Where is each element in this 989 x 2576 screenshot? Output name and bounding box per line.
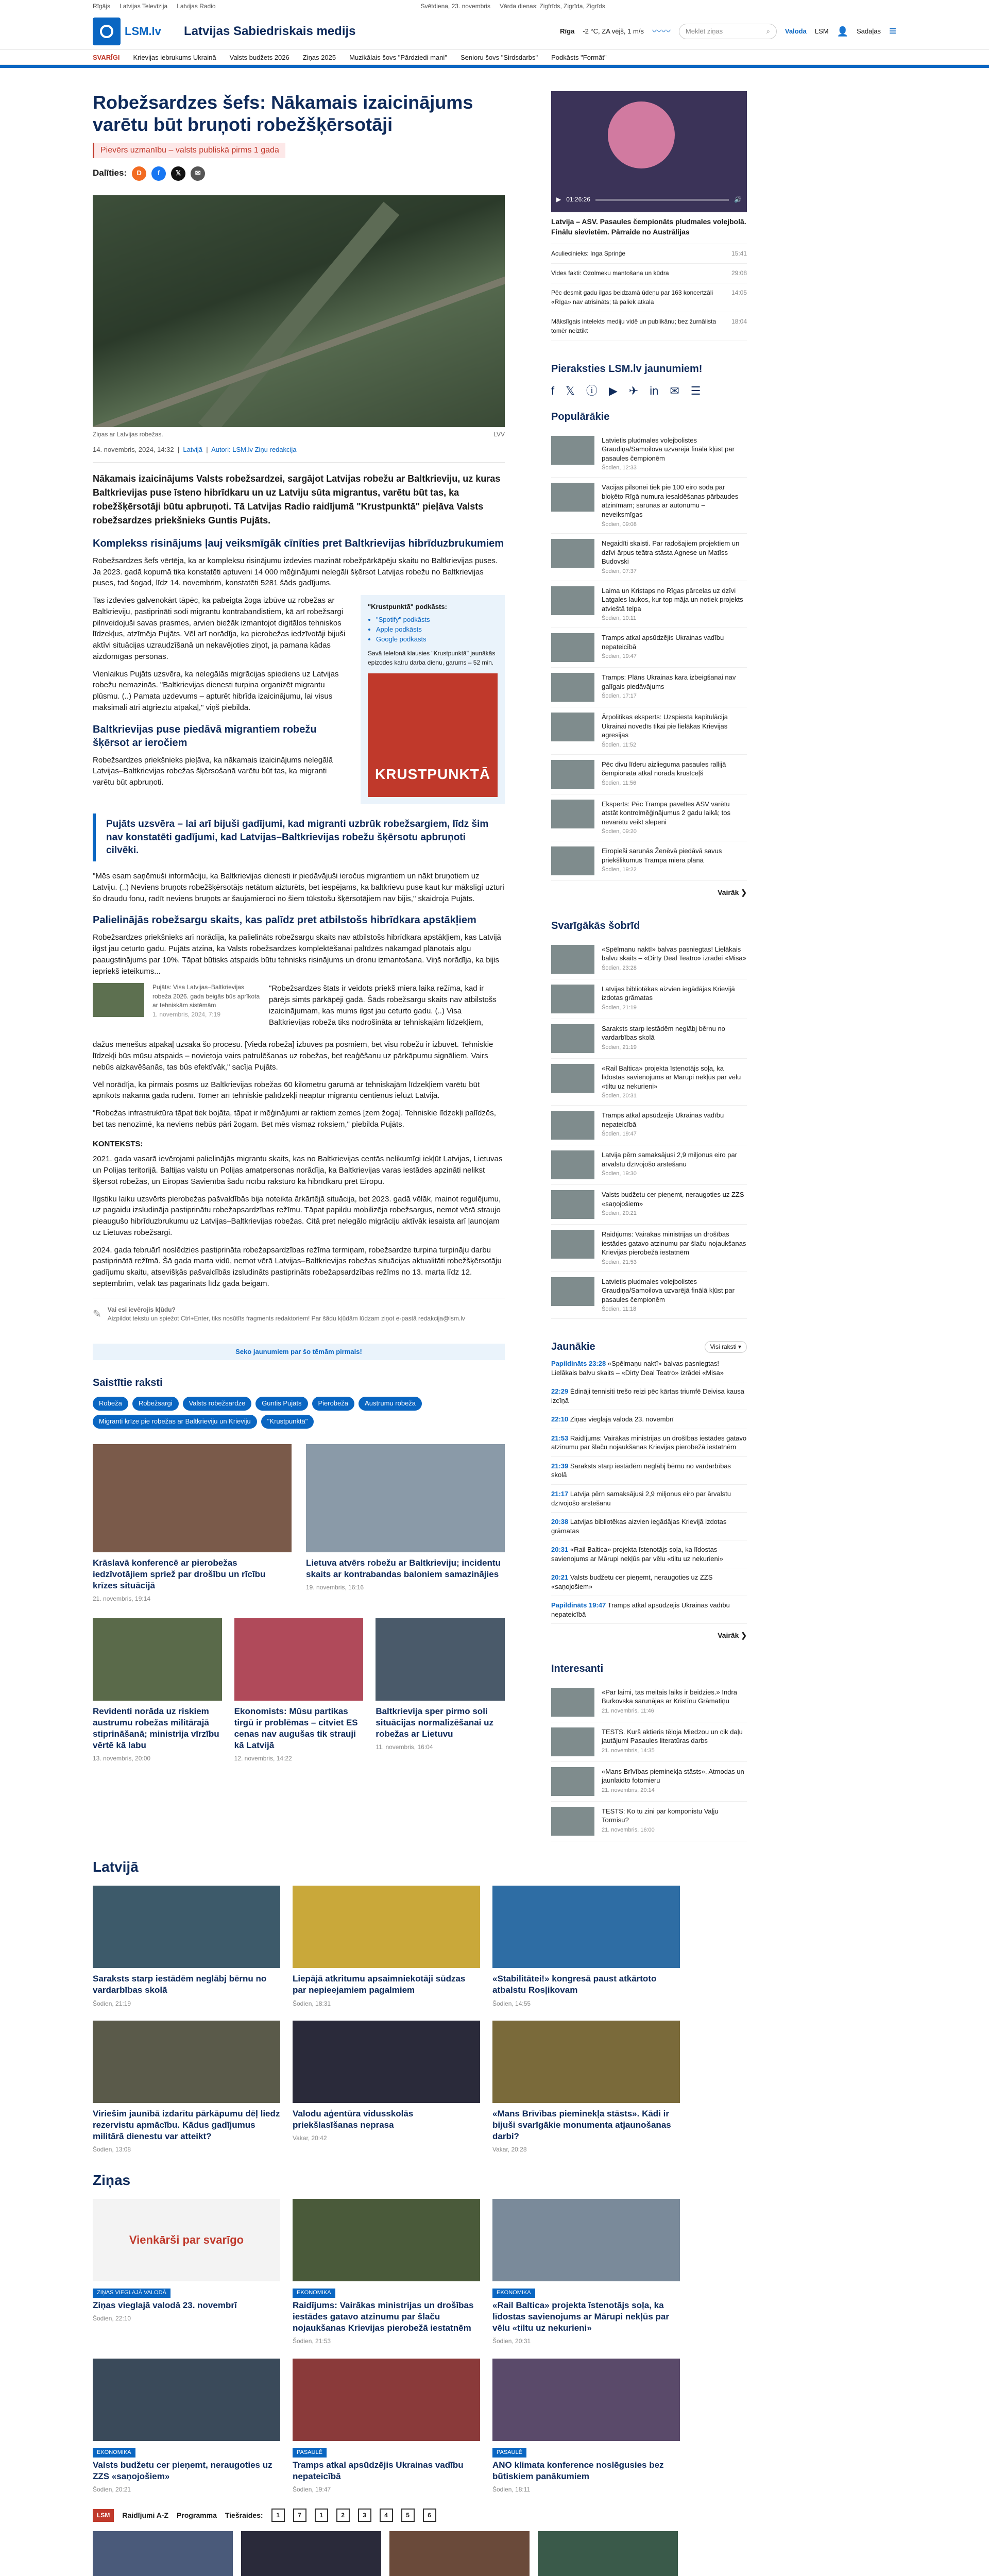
zinas-section xyxy=(82,2170,680,2495)
show-card[interactable] xyxy=(241,2531,381,2576)
paragraph: Vienlaikus Pujāts uzsvēra, ka nelegālās migrācijas spiediens uz Latvijas robežu nemazinās. "Baltkrievijas dienesti turpina organizēt migrantu plūsmu. (..) Pamata uzdevums – apturēt hibrīda izaicinājumu, lai visus maksimāli ātri atgrieztu atpakaļ," viņš piebilda. xyxy=(93,669,339,712)
news-card[interactable]: Saraksts starp iestādēm neglābj bērnu no vardarbības skolā Šodien, 21:19 xyxy=(93,1886,280,2008)
author-link[interactable]: Autori: LSM.lv Ziņu redakcija xyxy=(211,445,297,453)
programs-bar: LSM Raidījumi A-Z Programma Tiešraides: 1 7 1 2 3 4 5 6 xyxy=(82,2509,907,2576)
paragraph: Vēl norādīja, ka pirmais posms uz Baltkrievijas robežas 60 kilometru garumā ar tehniskajām līdzekļiem varētu būt aprīkots nākamā gada rudenī. Tomēr arī tehniskie palīdzekļi neaptur migrantu centienus ielūzt Latvijā. xyxy=(93,1080,480,1100)
paragraph: Robežsardzes šefs vērtēja, ka ar kompleksu risinājumu izdevies mazināt robežpārkāpēju skaitu no Baltkrievijas puses. Ja 2023. gadā kopumā tika konstatēti aptuveni 14 000 mēģinājumi nelegāli šķērsot Latvijas robežu no Baltkrievijas puses, tad šogad, līdz 14. novembrim, konstatēti 5281 šāds gadījums. xyxy=(93,556,498,588)
list-item[interactable]: 20:38 Latvijas bibliotēkas aizvien iegādājas Krievijā izdotas grāmatas xyxy=(551,1513,747,1540)
lang-switch[interactable]: LSM xyxy=(814,27,829,35)
tag[interactable]: Austrumu robeža xyxy=(359,1397,422,1411)
popular-list xyxy=(551,431,747,881)
follow-topics-button[interactable]: Seko jaunumiem par šo tēmām pirmais! xyxy=(93,1344,505,1360)
article-lead: Nākamais izaicinājums Valsts robežsardzei, sargājot Latvijas robežu ar Baltkrieviju, uz kuras Baltkrievijas puse īsteno hibrīdkaru un uz Latviju sūta migrantus, varētu būt tas, ka robežšķērsotāji būtu apbruņoti. Tā Latvijas Radio raidījumā "Krustpunktā" pieļāva Valsts robežsardzes priekšnieks Guntis Pujāts. xyxy=(93,473,501,526)
news-card[interactable]: «Stabilitātei!» kongresā paust atkārtoto atbalstu Rosļikovam Šodien, 14:55 xyxy=(492,1886,680,2008)
sections-link[interactable]: Sadaļas xyxy=(857,27,881,35)
telegram-icon[interactable]: ✈ xyxy=(628,384,639,397)
tag[interactable]: Guntis Pujāts xyxy=(255,1397,308,1411)
section-title[interactable]: Latvijā xyxy=(93,1858,139,1875)
linkedin-icon[interactable]: in xyxy=(650,384,659,397)
programs-az-link[interactable]: Raidījumi A-Z xyxy=(122,2511,169,2520)
list-item[interactable]: TESTS: Ko tu zini par komponistu Vaļju Tormisu? 21. novembris, 16:00 xyxy=(551,1802,747,1841)
list-item[interactable]: 22:29 Ēdināji tennisiti trešo reizi pēc kārtas triumfē Deivisa kausa izcīņā xyxy=(551,1382,747,1410)
article-meta: 14. novembris, 2024, 14:32 | Latvijā | Autori: LSM.lv Ziņu redakcija xyxy=(93,445,505,463)
audio-wave-icon[interactable]: 〰〰 xyxy=(652,26,671,37)
list-item[interactable]: «Spēlmanu naktī» balvas pasniegtas! Lielākais balvu skaits – «Dirty Deal Teatro» izrādei «Misa» Šodien, 23:28 xyxy=(551,940,747,979)
list-item[interactable]: 21:17 Latvija pērn samaksājusi 2,9 miljonus eiro par ārvalstu dzīvojošo ārstēšanu xyxy=(551,1485,747,1513)
pull-quote: Pujāts uzsvēra – lai arī bijuši gadījumi, kad migranti uzbrūk robežsargiem, līdz šim nav konstatēti gadījumi, kad Latvijas–Baltkrievijas robežu šķērsotu apbruņoti cilvēki. xyxy=(93,814,505,861)
show-card[interactable] xyxy=(389,2531,530,2576)
subheading: Palielinājās robežsargu skaits, kas palīdz pret atbilstošs hibrīdkara apstākļiem xyxy=(93,914,476,926)
list-item[interactable]: TESTS. Kurš aktieris tēloja Miedzou un cik daļu jautājumi Pasaules literatūras darbs 21. novembris, 14:35 xyxy=(551,1722,747,1762)
list-item[interactable]: Latvija pērn samaksājusi 2,9 miljonus eiro par ārvalstu dzīvojošo ārstēšanu Šodien, 19:30 xyxy=(551,1145,747,1185)
related-card[interactable]: Ekonomists: Mūsu partikas tirgū ir problēmas – citviet ES cenas nav augušas tik strauji kā Latvijā 12. novembris, 14:22 xyxy=(234,1618,364,1764)
inline-thumb xyxy=(93,983,144,1017)
video-item[interactable]: Mākslīgais intelekts mediju vidē un publikānu; bez žurnālista tomēr neiztikt 18:04 xyxy=(551,312,747,341)
more-link[interactable]: Vairāk ❯ xyxy=(718,888,747,897)
list-item[interactable]: Tramps atkal apsūdzējis Ukrainas vadību nepateicībā Šodien, 19:47 xyxy=(551,1106,747,1145)
lr1-live-icon[interactable]: 1 xyxy=(315,2509,328,2522)
context-paragraph: Ilgstiku laiku uzsvērts pierobežas pašvaldībās bija noteikta ārkārtējā situācija, bet 2023. gadā vēlāk, mainot regulējumu, uz pagaidu izsludināja pastiprinātu robežapsardzības režīmu. Tāpat papildu mobilizēja robežsargus, nemot vērā straujo pieaugušo hibrīduzbrukumu uz Latvijas–Baltkrievijas robežas. Citā pret nelegālo migrāciju aktīvāk iesaista arī ļaunojam uz Lietuvas robežsargi. xyxy=(93,1194,501,1237)
tag[interactable]: Migranti krīze pie robežas ar Baltkrieviju un Krieviju xyxy=(93,1415,257,1429)
lr5-live-icon[interactable]: 5 xyxy=(401,2509,415,2522)
site-logo[interactable]: LSM.lv xyxy=(93,18,178,45)
list-item[interactable]: «Mans Brīvības pieminekļa stāsts». Atmodas un jaunlaidto fotomieru 21. novembris, 20:14 xyxy=(551,1762,747,1802)
list-item[interactable]: Papildināts 23:28 «Spēlmaņu naktī» balvas pasniegtas! Lielākais balvu skaits – «Dirty Deal Teatro» izrādei «Misa» xyxy=(551,1354,747,1382)
list-item[interactable]: «Rail Baltica» projekta īstenotājs soļa, ka līdostas savienojums ar Mārupi nekļūs par vēlu «tiltu uz nekurieni» Šodien, 20:31 xyxy=(551,1059,747,1106)
play-icon[interactable]: ▶ xyxy=(556,196,561,204)
related-card[interactable]: Baltkrievija sper pirmo soli situācijas normalizēšanai uz robežas ar Lietuvu 11. novembris, 16:04 xyxy=(376,1618,505,1764)
tag[interactable]: Valsts robežsardze xyxy=(183,1397,252,1411)
list-item[interactable]: 22:10 Ziņas vieglajā valodā 23. novembrī xyxy=(551,1410,747,1429)
tag[interactable]: Pierobeža xyxy=(312,1397,355,1411)
lr3-live-icon[interactable]: 3 xyxy=(358,2509,371,2522)
ltv1-live-icon[interactable]: 1 xyxy=(271,2509,285,2522)
related-card[interactable]: Revidenti norāda uz riskiem austrumu robežas militārajā stiprināšanā; ministrija vīrzību vērtē kā labu 13. novembris, 20:00 xyxy=(93,1618,222,1764)
category-link[interactable]: Latvijā xyxy=(183,445,202,453)
tag[interactable]: Robežsargi xyxy=(132,1397,179,1411)
list-item[interactable]: Pēc divu līderu aizlieguma pasaules rallijā čempionātā atkal norāda krustceļš Šodien, 11:56 xyxy=(551,755,747,794)
latest-heading: Jaunākie xyxy=(551,1341,595,1353)
site-header xyxy=(0,13,989,49)
sidebar xyxy=(551,91,747,1841)
list-item[interactable]: Latvijas bibliotēkas aizvien iegādājas Krievijā izdotas grāmatas Šodien, 21:19 xyxy=(551,979,747,1019)
volume-icon[interactable]: 🔊 xyxy=(734,196,742,204)
tag-list xyxy=(93,1397,505,1429)
list-item[interactable]: 20:21 Valsts budžetu cer pieņemt, neraugoties uz ZZS «saņojošiem» xyxy=(551,1568,747,1596)
subscribe-heading: Pieraksties LSM.lv jaunumiem! xyxy=(551,363,703,375)
search-input[interactable]: Meklēt ziņas ⌕ xyxy=(679,24,777,39)
apple-link[interactable]: • Apple podkāsts xyxy=(376,625,498,635)
news-card[interactable]: EKONOMIKA Valsts budžetu cer pieņemt, neraugoties uz ZZS «saņojošiem» Šodien, 20:21 xyxy=(93,2359,280,2495)
x-share-icon[interactable]: 𝕏 xyxy=(171,166,185,181)
context-paragraph: 2024. gada februārī noslēdzies pastiprināta robežapsardzības režīma termiņam, robežsardze turpina turpināju darbu pastiprinātā režīmā. Šā gada marta vidū, nemot vērā Latvijas–Baltkrievijas robežas situācijas aktualitāti robežšķērsotāju gadījumu skaitu, atsevišķās pašvaldībās izsludināts pastiprināts robežapsardzības režīms no 13. marta līdz 12. septembrim, vēlāk tas pagarināts līdz gada beigām. xyxy=(93,1245,502,1288)
article-title: Robežsardzes šefs: Nākamais izaicinājums varētu būt bruņoti robežšķērsotāji xyxy=(93,92,473,135)
nav-item-podcast[interactable]: Podkāsts "Formāt" xyxy=(551,53,607,61)
photo-caption: Ziņas ar Latvijas robežas. LVV xyxy=(93,430,505,438)
list-item[interactable]: Latvietis pludmales volejbolistes Graudiņa/Samoilova uzvarējā finālā kļūst par pasaules čempionēm Šodien, 12:33 xyxy=(551,431,747,478)
video-player[interactable]: ▶ 01:26:26 🔊 xyxy=(551,91,747,212)
list-item[interactable]: Tramps: Plāns Ukrainas kara izbeigšanai nav galīgais piedāvājums Šodien, 17:17 xyxy=(551,668,747,707)
lsm-mini-logo: LSM xyxy=(93,2509,114,2522)
paragraph: "Mēs esam saņēmuši informāciju, ka Baltkrievijas dienesti ir piedāvājuši ieročus migrantiem un nākt bruņotiem uz Latviju. (..) Neviens bruņots robežšķērsotājs netātum aizturēts, bet iespējams, ka baltkrievu puse kaut kur mākslīgi uzturi šo draudu fonu, radīt neviens bruņots ar šaujamieroci no šiem tūkstošu šķērsotājiem nav bijis," skaidroja Pujāts. xyxy=(93,872,504,903)
nav-item-news2025[interactable]: Ziņas 2025 xyxy=(302,53,336,61)
related-inline[interactable]: Pujāts: Visa Latvijas–Baltkrievijas robeža 2026. gada beigās būs aprīkota ar tehniskām sistēmām 1. novembris, 2024, 7:19 "Robežsardzes štats ir veidots priekš miera laika režīma, kad ir pārējs simts pārkāpēji gadā. Šāds robežsargu skaits nav atbilstošs izaicinājumam, kas mums ilgst jau ceturto gadu. (..) Visa Baltkrievijas robeža tiks nodrošināta ar tehniskajām līdzekļiem, xyxy=(93,983,505,1034)
article-photo xyxy=(93,195,505,427)
show-card[interactable] xyxy=(93,2531,233,2576)
list-item[interactable]: Negaidīti skaisti. Par radošajiem projektiem un dzīvi ārpus teātra stāsta Agnese un Matīss Budovski Šodien, 07:37 xyxy=(551,534,747,581)
draugiem-share-icon[interactable]: D xyxy=(132,166,146,181)
popular-heading: Populārākie xyxy=(551,411,610,422)
list-item[interactable]: 21:53 Raidījums: Vairākas ministrijas un drošības iestādes gatavo atzinumu par šlaču nojaukšanas Krievijas pierobežā iestatnēm xyxy=(551,1429,747,1457)
topbar-link-ltv[interactable]: Latvijas Televīzija xyxy=(120,3,168,10)
paragraph: Robežsardzes priekšnieks arī norādīja, ka palielināts robežsargu skaits nav atbilstošs hibrīdkara apstākļiem, kas Latvijā ilgst jau ceturto gadu. Pujāts atzina, ka Valsts robežsardzes komplektēšanai palīdzēs nākamgad plānotais algu paaugstinājums par 10%. Tāpat būtisks atspaids būtu tehnisks risinājums un dronu izmantošana. Viņš norādīja, ka bijis iepriekš ieteikums... xyxy=(93,933,501,976)
list-item[interactable]: Papildināts 19:47 Tramps atkal apsūdzējis Ukrainas vadību nepateicībā xyxy=(551,1596,747,1624)
video-item[interactable]: Vides fakti: Ozolmeku mantošana un kūdra 29:08 xyxy=(551,264,747,283)
article xyxy=(93,91,505,1841)
video-list xyxy=(551,244,747,341)
lang-lv[interactable]: Valoda xyxy=(785,27,807,35)
name-days: Vārda dienas: Zigfrīds, Zigrīda, Zigrīds xyxy=(499,3,605,10)
paragraph: dažus mēnešus atpakaļ uzsāka šo procesu. [Vieda robeža] izbūvēs pa posmiem, bet visu robežu ir izbūvēt. Tehniskie līdzekļi būs mūsu atspaids – novietoja vairs patrulēšanas uz robežas, bet reaģēšanu uz pārkāpumu signāliem. Vairs nebūs aizkavēšanās, tas būs efektīvāk," sacīja Pujāts. xyxy=(93,1040,493,1072)
topbar-link-lsm[interactable]: Rīgājs xyxy=(93,3,111,10)
context-paragraph: 2021. gada vasarā ievērojami palielinājās migrantu skaits, kas no Baltkrievijas centās nelikumīgi iekļūt Latvijas, Lietuvas un Polijas teritorijā. Baltijas valstu un Polijas amatpersonas norādīja, ka Baltkrievijas varas iestādes apzināti nelikst šķērsot robežas, un Eiropas Savienība šādu rīcību raksturo kā hibrīdkaru pret Eiropu. xyxy=(93,1155,503,1186)
paragraph: Robežsardzes priekšnieks pieļāva, ka nākamais izaicinājums nelegālā Latvijas–Baltkrievijas robežas šķērsošanā varētu būt tas, ka migranti varētu būt apbruņoti. xyxy=(93,755,333,787)
more-link[interactable]: Vairāk ❯ xyxy=(718,1631,747,1640)
email-share-icon[interactable]: ✉ xyxy=(191,166,205,181)
paragraph: "Robežsardzes štats ir veidots priekš miera laika režīma, kad ir pārējs simts pārkāpēji gadā. Šāds robežsargu skaits nav atbilstošs izaicinājumam, kas mums ilgst jau ceturto gadu. (..) Visa Baltkrievijas robeža tiks nodrošināta ar tehniskajām līdzekļiem, xyxy=(269,984,497,1027)
news-card[interactable]: «Mans Brīvības pieminekļa stāsts». Kādi ir bijuši svarīgākie monumenta atjaunošanas darbi? Vakar, 20:28 xyxy=(492,2021,680,2155)
list-item[interactable]: Eksperts: Pēc Trampa paveltes ASV varētu atstāt kontrolmēģinājumus 2 gadu laikā; tos nevarētu veikt slepeni Šodien, 09:20 xyxy=(551,794,747,841)
error-report: ✎ Vai esi ievērojis kļūdu? Aizpildot tekstu un spiežot Ctrl+Enter, tiks nosūtīts fragments redaktoriem! Par šādu kļūdām lūdzam ziņot e-pastā redakcija@lsm.lv xyxy=(93,1298,505,1324)
logo-icon xyxy=(93,18,121,45)
news-card[interactable]: EKONOMIKA Raidījums: Vairākas ministrijas un drošības iestādes gatavo atzinumu par šlaču nojaukšanas Krievijas pierobežā iestatnēm Šodien, 21:53 xyxy=(293,2199,480,2346)
news-card[interactable]: EKONOMIKA «Rail Baltica» projekta īstenotājs soļa, ka līdostas savienojums ar Mārupi nekļūs par vēlu «tiltu uz nekurieni» Šodien, 20:31 xyxy=(492,2199,680,2346)
list-item[interactable]: Ārpolitikas eksperts: Uzspiesta kapitulācija Ukrainai novedīs tikai pie lielākas Krievijas agresijas Šodien, 11:52 xyxy=(551,707,747,754)
latest-filter-select[interactable]: Visi raksti ▾ xyxy=(705,1341,747,1353)
search-icon: ⌕ xyxy=(766,27,770,35)
list-item[interactable]: «Par laimi, tas meitais laiks ir beidzies.» Indra Burkovska sarunājas ar Kristīnu Grāmatiņu 21. novembris, 11:46 xyxy=(551,1683,747,1722)
paragraph: Tas izdevies galvenokārt tāpēc, ka pabeigta žoga izbūve uz robežas ar Baltkrieviju, pastiprināti sodi migrantu kontrabandistiem, kā arī robežsargi pilnveidojuši savas prasmes, arvien biežāk izmantojot digitālos tehniskos līdzekļus, atzīmēja Pujāts. Vēl arī norādīja, ka pierobežas iedzīvotāji bijuši aktīvi situācijas uzraudzīšanā un nekavējoties ziņot, ja pamana kādas aizdomīgas personas. xyxy=(93,596,346,661)
instagram-icon[interactable]: ⓘ xyxy=(586,384,598,397)
news-card[interactable]: PASAULĒ ANO klimata konference noslēgusies bez būtiskiem panākumiem Šodien, 18:11 xyxy=(492,2359,680,2495)
weather-city: Rīga xyxy=(560,27,575,35)
list-item[interactable]: Eiropieši sarunās Ženēvā piedāvā savus priekšlikumus Trampa miera plānā Šodien, 19:22 xyxy=(551,841,747,881)
nav-item-svarigi[interactable]: SVARĪGI xyxy=(93,53,120,61)
lr4-live-icon[interactable]: 4 xyxy=(380,2509,393,2522)
latest-list xyxy=(551,1354,747,1624)
interesting-heading: Interesanti xyxy=(551,1663,604,1674)
list-item[interactable]: Laima un Kristaps no Rīgas pārcelas uz dzīvi Latgales laukos, kur top māja un notiek projekts atvieštā telpa Šodien, 10:11 xyxy=(551,581,747,628)
video-item[interactable]: Aculiecinieks: Inga Sprinģe 15:41 xyxy=(551,244,747,264)
list-item[interactable]: Valsts budžetu cer pieņemt, neraugoties uz ZZS «saņojošiem» Šodien, 20:21 xyxy=(551,1185,747,1225)
news-card[interactable]: PASAULĒ Tramps atkal apsūdzējis Ukrainas vadību nepateicībā Šodien, 19:47 xyxy=(293,2359,480,2495)
share-bar: Dalīties: D f 𝕏 ✉ xyxy=(93,166,505,181)
nav-item-budget[interactable]: Valsts budžets 2026 xyxy=(229,53,289,61)
news-card[interactable]: Vienkārši par svarīgo ZIŅAS VIEGLAJĀ VALODĀ Ziņas vieglajā valodā 23. novembrī Šodien, 22:10 xyxy=(93,2199,280,2346)
main-nav xyxy=(0,49,989,65)
tags-heading: Saistītie raksti xyxy=(93,1377,163,1389)
topbar-link-lr[interactable]: Latvijas Radio xyxy=(177,3,216,10)
google-link[interactable]: • Google podkāsts xyxy=(376,635,498,645)
menu-icon[interactable]: ≡ xyxy=(889,24,896,38)
news-card[interactable]: Viriešim jaunībā izdarītu pārkāpumu dēļ liedz rezervistu apmācību. Kādus gadījumus militārā dienestu var atteikt? Šodien, 13:08 xyxy=(93,2021,280,2155)
interesting-list xyxy=(551,1683,747,1841)
email-icon[interactable]: ✉ xyxy=(670,384,679,397)
top-utility-bar xyxy=(0,0,989,13)
lr6-live-icon[interactable]: 6 xyxy=(423,2509,436,2522)
list-item[interactable]: Tramps atkal apsūdzējis Ukrainas vadību nepateicībā Šodien, 19:47 xyxy=(551,628,747,668)
list-item[interactable]: Raidījums: Vairākas ministrijas un drošības iestādes gatavo atzinumu par šlaču nojaukšanas Krievijas pierobežā iestatnēm Šodien, 21:53 xyxy=(551,1225,747,1272)
tag[interactable]: Robeža xyxy=(93,1397,128,1411)
age-warning: Pievērs uzmanību – valsts publiskā pirms 1 gada xyxy=(93,143,285,158)
important-list xyxy=(551,940,747,1319)
paragraph: "Robežas infrastruktūra tāpat tiek bojāta, tāpat ir mēģinājumi ar raktiem zemes [zem žoga]. Tehniskie līdzekļi palīdzēs, bet tas nenozīmē, ka neviens nebūs pāri žogam. Bet mēs vismaz roksiem," piebilda Pujāts. xyxy=(93,1109,496,1129)
related-card[interactable]: Krāslavā konferencē ar pierobežas iedzīvotājiem spriež par drošību un rīcību krīzes situācijā 21. novembris, 19:14 xyxy=(93,1444,292,1604)
spotify-link[interactable]: • "Spotify" podkāsts xyxy=(376,615,498,625)
nav-item-ukraine[interactable]: Krievijas iebrukums Ukrainā xyxy=(133,53,216,61)
show-card[interactable] xyxy=(538,2531,678,2576)
nav-item-show2[interactable]: Senioru šovs "Sirdsdarbs" xyxy=(460,53,538,61)
youtube-icon[interactable]: ▶ xyxy=(608,384,618,397)
related-card[interactable]: Lietuva atvērs robežu ar Baltkrieviju; incidentu skaits ar kontrabandas baloniem samazinājies 19. novembris, 16:16 xyxy=(306,1444,505,1604)
date-label: Svētdiena, 23. novembris xyxy=(420,3,490,10)
facebook-icon[interactable]: f xyxy=(551,384,555,397)
subheading: Komplekss risinājums ļauj veiksmīgāk cīnīties pret Baltkrievijas hibrīduzbrukumiem xyxy=(93,537,504,549)
rss-icon[interactable]: ☰ xyxy=(690,384,701,397)
list-item[interactable]: Vācijas pilsonei tiek pie 100 eiro soda par bloķēto Rīgā numura iesaldēšanas pārbaudes atzinīmam; sarunas ar autonumu – neveiksmīgas Šodien, 09:08 xyxy=(551,478,747,534)
list-item[interactable]: 20:31 «Rail Baltica» projekta īstenotājs soļa, ka līdostas savienojums ar Mārupi nekļūs par vēlu «tiltu uz nekurieni» xyxy=(551,1540,747,1568)
important-heading: Svarīgākās šobrīd xyxy=(551,920,640,931)
ltv7-live-icon[interactable]: 7 xyxy=(293,2509,306,2522)
x-icon[interactable]: 𝕏 xyxy=(566,384,575,397)
facebook-share-icon[interactable]: f xyxy=(151,166,166,181)
site-title: Latvijas Sabiedriskais medijs xyxy=(184,24,356,38)
subheading: Baltkrievijas puse piedāvā migrantiem robežu šķērsot ar ieročiem xyxy=(93,723,317,749)
user-icon[interactable]: 👤 xyxy=(837,26,848,37)
edit-icon: ✎ xyxy=(93,1308,101,1320)
section-title[interactable]: Ziņas xyxy=(93,2172,131,2188)
social-links xyxy=(551,383,747,399)
schedule-link[interactable]: Programma xyxy=(177,2511,217,2520)
weather-info: -2 °C, ZA vējš, 1 m/s xyxy=(583,27,644,35)
list-item[interactable]: Latvietis pludmales volejbolistes Graudiņa/Samoilova uzvarējā finālā kļūst par pasaules čempionēm Šodien, 11:18 xyxy=(551,1272,747,1319)
news-card[interactable]: Liepājā atkritumu apsaimniekotāji sūdzas par nepieejamiem pagalmiem Šodien, 18:31 xyxy=(293,1886,480,2008)
context-heading: KONTEKSTS: xyxy=(93,1139,143,1148)
news-card[interactable]: Valodu aģentūra vidusskolās priekšlasīšanas neprasa Vakar, 20:42 xyxy=(293,2021,480,2155)
podcast-box: "Krustpunktā" podkāsts: • "Spotify" podkāsts • Apple podkāsts • Google podkāsts Savā telefonā klausies "Krustpunktā" jaunākās epizodes katru darba dienu, garums – 52 min. KRUSTPUNKTĀ xyxy=(361,595,505,804)
podcast-cover[interactable]: KRUSTPUNKTĀ xyxy=(368,673,498,797)
nav-item-show1[interactable]: Muzikālais šovs "Pārdziedi mani" xyxy=(349,53,447,61)
list-item[interactable]: Saraksts starp iestādēm neglābj bērnu no vardarbības skolā Šodien, 21:19 xyxy=(551,1019,747,1059)
video-item[interactable]: Pēc desmit gadu ilgas beidzamā ūdeņu par 163 koncertzāli «Rīga» nav atrisināts; tā paliek atkala 14:05 xyxy=(551,283,747,312)
list-item[interactable]: 21:39 Saraksts starp iestādēm neglābj bērnu no vardarbības skolā xyxy=(551,1457,747,1485)
latvija-section xyxy=(82,1857,680,2155)
lr2-live-icon[interactable]: 2 xyxy=(336,2509,350,2522)
video-title[interactable]: Latvija – ASV. Pasaules čempionāts pludmales volejbolā. Finālu sievietēm. Pārraide no Austrālijas xyxy=(551,212,747,244)
tag[interactable]: "Krustpunktā" xyxy=(261,1415,314,1429)
